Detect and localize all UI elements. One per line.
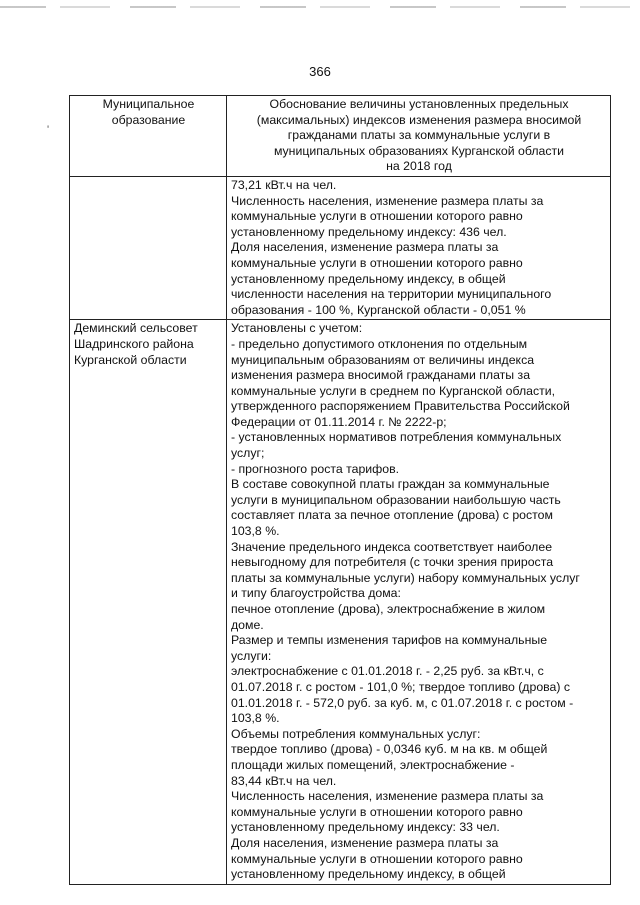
justification-line: установленному предельному индексу, в общей (231, 867, 506, 882)
justification-line: 103,8 %. (231, 711, 280, 726)
justification-line: 103,8 %. (231, 524, 280, 539)
header-text: Обоснование величины установленных предельных (269, 97, 569, 111)
justification-line: установленному предельному индексу: 33 чел. (231, 820, 500, 835)
justification-line: В составе совокупной платы граждан за коммунальные (231, 477, 550, 492)
justification-line: печное отопление (дрова), электроснабжение в жилом (231, 602, 546, 616)
justification-line: - предельно допустимого отклонения по отдельным (231, 336, 528, 351)
justification-line: невыгодному для потребителя (с точки зрения прироста (231, 555, 554, 570)
justification-line: услуги в муниципальном образовании наибольшую часть (231, 492, 561, 507)
justification-line: коммунальные услуги в отношении которого равно (231, 851, 523, 866)
scan-artifact-top (0, 6, 640, 8)
justification-line: Значение предельного индекса соответствует наиболее (231, 539, 553, 554)
justification-line: площади жилых помещений, электроснабжение - (231, 757, 515, 772)
justification-line: Доля населения, изменение размера платы за (231, 240, 499, 255)
justification-line: коммунальные услуги в отношении которого равно (231, 255, 523, 270)
justification-line: услуги: (231, 648, 272, 663)
justification-cell (227, 176, 611, 319)
header-text: гражданами платы за коммунальные услуги в (287, 128, 551, 143)
header-municipality-cell (70, 96, 227, 177)
justification-line: твердое топливо (дрова) - 0,0346 куб. м на кв. м общей (231, 742, 548, 757)
table-header-row (70, 96, 611, 177)
justification-line: Объемы потребления коммунальных услуг: (231, 726, 481, 741)
document-table (69, 95, 611, 885)
justification-line: Численность населения, изменение размера платы за (231, 193, 544, 208)
justification-line: образования - 100 %, Курганской области - 0,051 % (231, 302, 526, 317)
header-text: образование (111, 112, 186, 127)
justification-line: Численность населения, изменение размера платы за (231, 789, 544, 804)
justification-line: численности населения на территории муниципального (231, 287, 552, 302)
table-row (70, 176, 611, 319)
justification-line: Федерации от 01.11.2014 г. № 2222-р; (231, 414, 447, 429)
justification-line: 01.01.2018 г. - 572,0 руб. за куб. м, с 01.07.2018 г. с ростом - (231, 695, 574, 710)
justification-line: коммунальные услуги в отношении которого равно (231, 209, 523, 224)
table-row (70, 320, 611, 884)
municipality-name: Шадринского района (74, 336, 194, 351)
justification-line: Установлены с учетом: (231, 321, 363, 336)
justification-line: утвержденного распоряжением Правительства Российской (231, 399, 570, 414)
justification-line: услуг; (231, 446, 265, 461)
justification-line: установленному предельному индексу: 436 чел. (231, 224, 507, 239)
justification-line: электроснабжение с 01.01.2018 г. - 2,25 руб. за кВт.ч, с (231, 664, 544, 679)
header-justification-cell (227, 96, 611, 177)
justification-line: Доля населения, изменение размера платы за (231, 835, 499, 850)
justification-line: Размер и темпы изменения тарифов на коммунальные (231, 633, 548, 648)
justification-line: платы за коммунальные услуги) набору коммунальных услуг (231, 570, 580, 585)
justification-line: - установленных нормативов потребления коммунальных (231, 430, 562, 445)
justification-line: 73,21 кВт.ч на чел. (231, 177, 337, 192)
page-number: 366 (309, 64, 331, 79)
municipality-cell (70, 320, 227, 884)
justification-line: муниципальным образованиям от величины индекса (231, 352, 535, 367)
header-text: муниципальных образованиях Курганской области (273, 143, 565, 158)
justification-line: изменения размера вносимой гражданами платы за (231, 368, 531, 383)
municipality-name: Курганской области (74, 352, 187, 367)
justification-line: составляет плата за печное отопление (дрова) с ростом (231, 508, 553, 523)
header-text: Муниципальное (102, 97, 195, 111)
justification-line: - прогнозного роста тарифов. (231, 461, 400, 476)
municipality-cell (70, 176, 227, 319)
justification-line: 83,44 кВт.ч на чел. (231, 773, 337, 788)
justification-line: коммунальные услуги в среднем по Курганской области, (231, 383, 556, 398)
justification-line: доме. (231, 617, 264, 632)
justification-line: 01.07.2018 г. с ростом - 101,0 %; твердое топливо (дрова) с (231, 679, 571, 694)
justification-cell (227, 320, 611, 884)
municipality-name: Деминский сельсовет (74, 321, 198, 336)
justification-line: и типу благоустройства дома: (231, 586, 401, 601)
header-text: на 2018 год (386, 159, 452, 174)
margin-mark: ' (47, 124, 50, 136)
justification-line: коммунальные услуги в отношении которого равно (231, 804, 523, 819)
justification-line: установленному предельному индексу, в общей (231, 271, 506, 286)
header-text: (максимальных) индексов изменения размера вносимой (256, 112, 582, 127)
